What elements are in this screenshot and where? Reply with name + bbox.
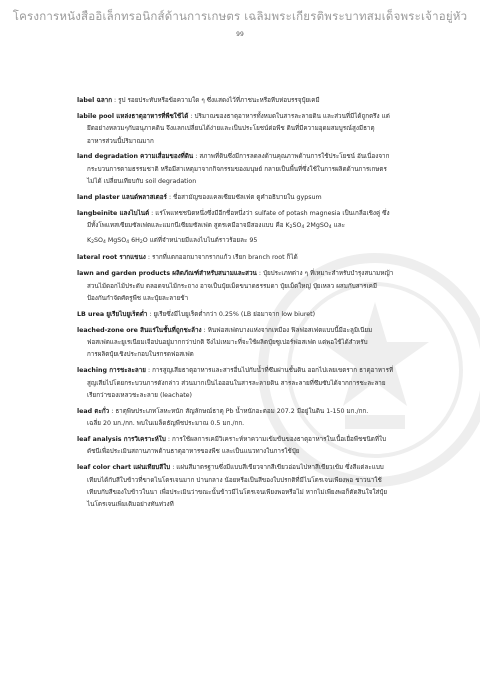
entry-definition: : สภาพที่ดินซึ่งมีการลดลงด้านคุณภาพด้านการใช้ประโยชน์ อันเนื่องจาก: [193, 153, 390, 161]
entry-continuation: ฟอสเฟตและยูเรเนียมเจือปนอยู่มากกว่าปกติ จึงไม่เหมาะที่จะใช้ผลิตปุ๋ยซูเปอร์ฟอสเฟต แต่พอใช้ได้สำหรับ: [87, 339, 368, 347]
glossary-entry: [77, 309, 417, 321]
entry-continuation: เรียกว่าของเหลวชะละลาย (leachate): [87, 392, 192, 400]
glossary-entry: [77, 192, 417, 204]
entry-continuation: ไนโตรเจนเพิ่มเติมอย่างทันท่วงที: [87, 501, 174, 509]
entry-continuation: กระบวนการตามธรรมชาติ หรือมีสาเหตุมาจากกิจกรรมของมนุษย์ กลายเป็นพื้นที่ซึ่งใช้ในการผลิตด้านการเกษตร: [87, 165, 387, 173]
entry-term: lateral root รากแขนง: [77, 254, 146, 262]
entry-continuation: สวนไม้ดอกไม้ประดับ ตลอดจนไม้กระถาง อาจเป็นปุ๋ยเม็ดขนาดธรรมดา ปุ๋ยเม็ดใหญ่ ปุ๋ยเหลว ผสมกับสารเคมี: [87, 282, 377, 290]
entry-definition: : ธาตุพิษประเภทโลหะหนัก สัญลักษณ์ธาตุ Pb น้ำหนักอะตอม 207.2 มีอยู่ในดิน 1-150 มก./กก.: [109, 407, 369, 415]
glossary-entry: [77, 252, 417, 264]
entry-term: LB urea ยูเรียไบยูเร็ตต่ำ: [77, 310, 148, 318]
entry-continuation: สูญเสียไปโดยกระบวนการดังกล่าว ส่วนมากเป็นไอออนในสารละลายดิน สารละลายที่ซึมซับได้จากการชะละลาย: [87, 379, 386, 387]
entry-definition: : รูป รอยประทับหรือข้อความใด ๆ ซึ่งแสดงไว้ที่ภาชนะหรือหีบห่อบรรจุปุ๋ยเคมี: [112, 97, 320, 104]
glossary-entry: [77, 268, 417, 305]
entry-definition: : รากที่แตกออกมาจากรากแก้ว เรียก branch root ก็ได้: [145, 254, 298, 262]
entry-continuation: การผลิตปุ๋ยเชิงประกอบในรกรดฟอสเฟต: [87, 351, 194, 359]
entry-continuation: $K_2SO_4$ MgSO$_4$ $6H_2O$ แต่ที่จำหน่ายมีแลงไบไนต์ราวร้อยละ 95: [87, 236, 258, 245]
entry-continuation: เฉลี่ย 20 มก./กก. พบในเมล็ดธัญพืชประมาณ 0.5 มก./กก.: [87, 420, 245, 428]
entry-definition: : ยูเรียซึ่งมีไบยูเร็ตต่ำกว่า 0.25% (LB ย่อมาจาก low biuret): [147, 310, 316, 318]
entry-term: langbeinite แลงไบไนต์: [77, 209, 150, 217]
entry-definition: : หินฟอสเฟตบางแห่งจากเหมือง ฟิลฟอสเฟตแบบนี้มีอะลูมิเนียม: [201, 326, 373, 334]
entry-definition: : แผ่นสีมาตรฐานซึ่งมีแบบสีเขียวจากสีเขียวอ่อนไปหาสีเขียวเข้ม ซึ่งสีแต่ละแบบ: [170, 464, 384, 472]
glossary-entry: [77, 406, 417, 431]
entry-continuation: ป้องกันกำจัดศัตรูพืช และปุ๋ยละลายช้า: [87, 295, 189, 303]
page-number: 99: [236, 31, 244, 38]
entry-term: leached-zone ore สินแร่ในชั้นที่ถูกชะล้าง: [77, 326, 202, 334]
entry-term: label ฉลาก: [77, 97, 113, 104]
entry-continuation: เทียบได้กับสีใบข้าวที่ขาดไนโตรเจนมาก ปานกลาง น้อยหรือเป็นสีของใบปรกติที่มีไนโตรเจนเพียงพอ ชาวนาใช้: [87, 476, 382, 484]
formula-subscript: 4: [328, 225, 332, 231]
entry-continuation: อาหารส่วนนี้ปริมาณมาก: [87, 137, 154, 145]
entry-continuation: ไม่ได้ เปลี่ยนเทียบกับ soil degradation: [87, 178, 197, 186]
formula-subscript: 2: [289, 225, 293, 231]
formula-subscript: 2: [91, 239, 95, 245]
glossary-entry: [77, 365, 417, 402]
glossary-entries: [77, 95, 417, 515]
entry-continuation: ดัชนีเพื่อประเมินสถานภาพด้านธาตุอาหารของพืช และเป็นแนวทางในการใช้ปุ๋ย: [87, 448, 300, 456]
glossary-entry: [77, 95, 417, 107]
entry-term: lawn and garden products ผลิตภัณฑ์สำหรับสนามและสวน: [77, 270, 257, 278]
formula-subscript: 4: [126, 239, 130, 245]
glossary-entry: [77, 325, 417, 362]
entry-definition: : ปุ๋ยประเภทต่าง ๆ ที่เหมาะสำหรับบำรุงสนามหญ้า: [256, 270, 394, 278]
formula-subscript: 4: [301, 225, 305, 231]
entry-term: labile pool แหล่งธาตุอาหารที่พืชใช้ได้: [77, 112, 189, 120]
entry-definition: : ชื่อสามัญของแคลเซียมซัลเฟต ดูคำอธิบายใน gypsum: [166, 194, 322, 202]
entry-term: lead ตะกั่ว: [77, 407, 110, 415]
entry-continuation: มีทั้งโพแทสเซียมซัลเฟตและแมกนีเซียมซัลเฟต สูตรเคมีอาจมีสองแบบ คือ $K_2SO_4$ 2MgSO$_4$ และ: [87, 222, 345, 231]
entry-term: land plaster แลนด์พลาสเตอร์: [77, 194, 167, 202]
entry-term: land degradation ความเสื่อมของที่ดิน: [77, 153, 194, 161]
running-header: โครงการหนังสืออิเล็กทรอนิกส์ด้านการเกษตร เฉลิมพระเกียรติพระบาทสมเด็จพระเจ้าอยู่หัว: [12, 9, 468, 23]
entry-definition: : ปริมาณของธาตุอาหารทั้งหมดในสารละลายดิน และส่วนที่มีได้ถูกตรึง แต่: [188, 112, 390, 120]
glossary-entry: [77, 151, 417, 188]
glossary-entry: [77, 434, 417, 459]
glossary-entry: [77, 208, 417, 249]
entry-definition: : การสูญเสียธาตุอาหารและสารอื่นไปกับน้ำที่ซึมผ่านชั้นดิน ออกไปเลยเขตราก ธาตุอาหารที่: [145, 367, 394, 375]
entry-continuation: ยึดอย่างหลวมๆกับอนุภาคดิน จึงแลกเปลี่ยนได้ง่ายและเป็นประโยชน์ต่อพืช ดินที่มีความอุดมสมบูรณ์สูงมีธาตุ: [87, 125, 375, 133]
entry-term: leaf color chart แผ่นเทียบสีใบ: [77, 464, 171, 472]
entry-continuation: เทียบกับสีของใบข้าวในนา เพื่อประเมินว่าขณะนั้นข้าวมีไนโตรเจนเพียงพอหรือไม่ หากไม่เพียงพอก็ตัดสินใจใส่ปุ๋ย: [87, 489, 388, 497]
formula-subscript: 4: [102, 239, 106, 245]
entry-definition: : การใช้ผลการเคมีวิเคราะห์หาความเข้มข้นของธาตุอาหารในเนื้อเยื่อพืชชนิดที่ใบ: [165, 436, 387, 444]
glossary-entry: [77, 111, 417, 148]
entry-term: leaching การชะละลาย: [77, 367, 146, 375]
glossary-entry: [77, 462, 417, 512]
formula-subscript: 2: [139, 239, 143, 245]
entry-definition: : แร่โพแทชชนิดหนึ่งซึ่งมีอีกชื่อหนึ่งว่า sulfate of potash magnesia เป็นเกลือเชิงคู่ ซึ่ง: [149, 209, 390, 217]
entry-term: leaf analysis การวิเคราะห์ใบ: [77, 436, 166, 444]
